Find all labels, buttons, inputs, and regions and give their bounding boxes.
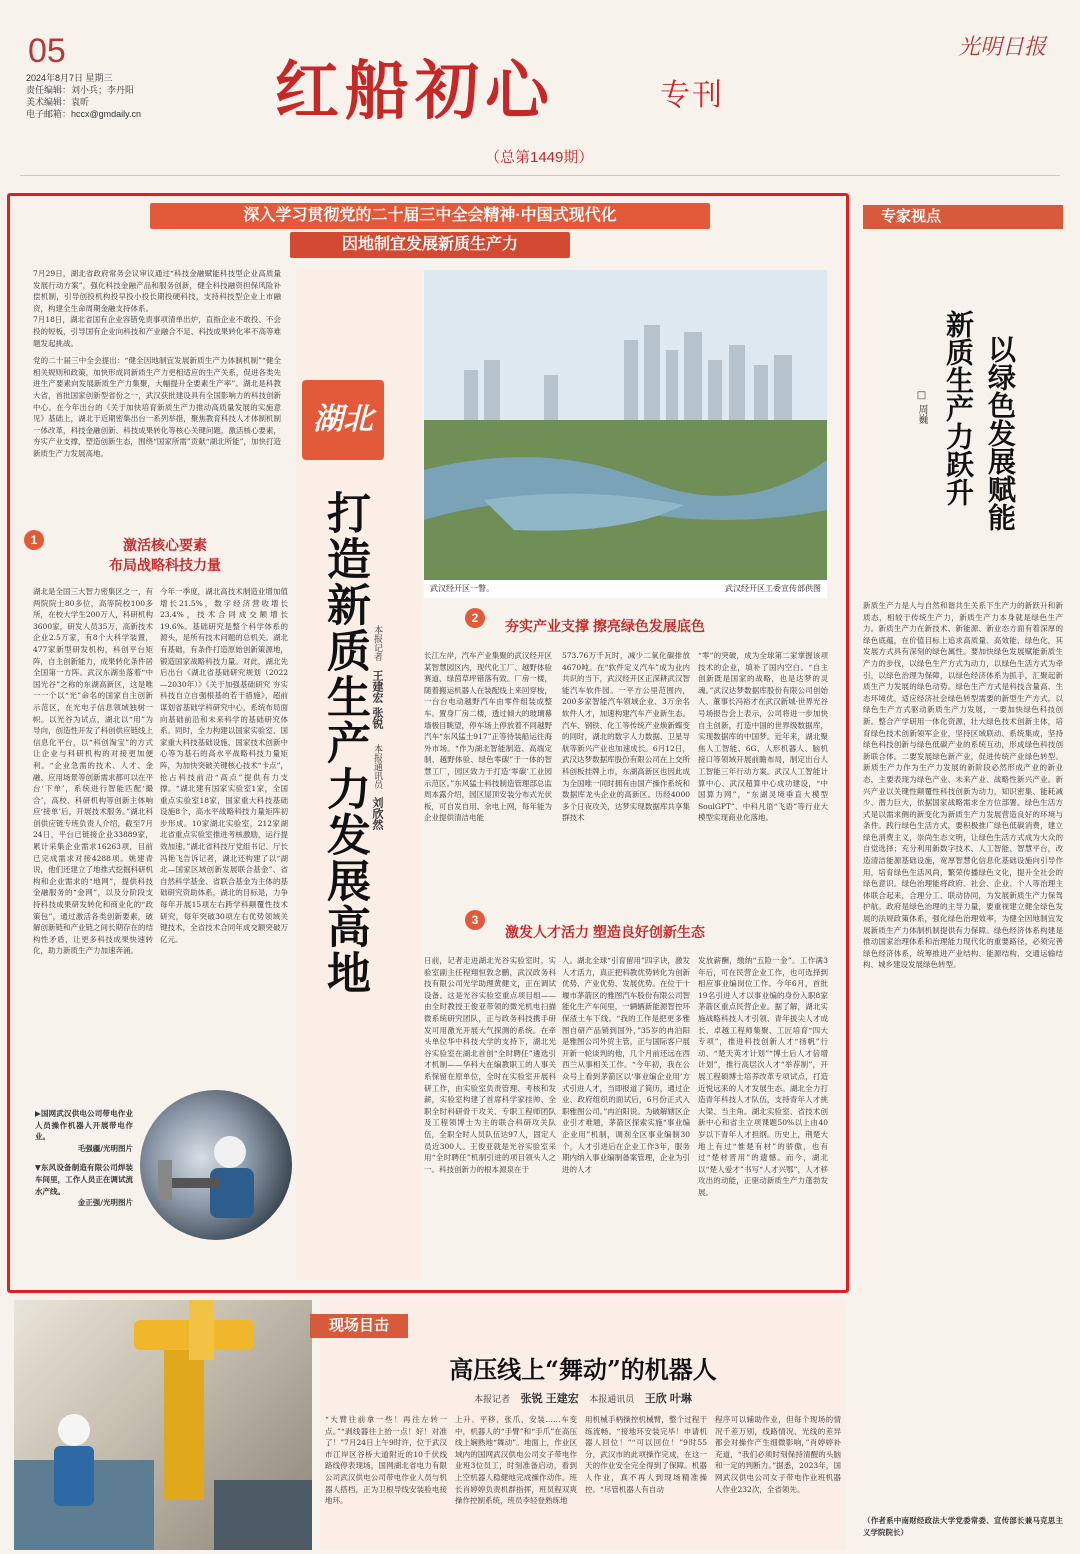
side-caption1: ▶国网武汉供电公司带电作业人员操作机器人开展带电作业。 bbox=[35, 1109, 133, 1142]
section3-number: 3 bbox=[465, 910, 485, 930]
expert-body: 新质生产力是人与自然和谐共生关系下生产力的新跃升和新质态，相较于传统生产力，新质生产力本身就是绿色生产力。新质生产力在新技术、新能源、新业态方面有着深厚的绿色底蕴，在价值目标上追求高质量、高效能、绿色化，其发展方式具有深刻的绿色属性。要加快绿色发展赋能新质生产力的步伐，以绿色生产方式为动力，以绿色生活方式为牵引，以绿色治理为保障，以绿色经济体系为抓手，汇聚起新质生产力发展的绿色动势。绿色生产方式是科技含量高、生态环境优，适应经济社会绿色转型需要的新型生产方式。以绿色生产方式驱动新质生产力发展，一要加快绿色科技创新。整合产学研用一体化资源，壮大绿色技术创新主体，培育绿色技术创新领军企业，坚持区域联动、系统集成，坚持绿色科技创新与绿色低碳产业的系统互动，形成绿色科技创新联合体。二要发展绿色新产业，促进传统产业绿色转型。新质生产力作为生产力发展的新阶段必然形成产业的新业态，主要表现为绿色产业、未来产业、战略性新兴产业。新兴产业以关键性颠覆性科技创新为动力，知识密集、能耗减少、潜力巨大，依据国家战略需求全方位部署。绿色生活方式是以需求侧的新变化为新质生产力发展营造良好的环境与条件。践行绿色生活方式，要积极推广绿色低碳消费，建立绿色消费主义，崇尚生态文明，让绿色生活方式成为大众的自觉选择；充分利用新数字技术、人工智能、智慧平台，改造清洁能源基础设施，宽厚智慧化信息化基础设施向引导作用，培育绿色生活风尚，繁荣传播绿色文化，提升全社会的绿色意识。绿色治理能将政府、社会、企业、个人等治理主体联合起来，合理分工、联动协同，为发展新质生产力保驾护航。政府是绿色治理的主导力量，要重视建立健全绿色发展的法规政策体系，强化绿色治理效率，为健全因地制宜发展新质生产力体制机制提供有力保障。绿色经济体系构建是推动国家治理体系和治理能力现代化的重要路径，必须完善绿色经济体系，统筹推进产业结构、能源结构、交通运输结构、城乡建设发展绿色转型。 bbox=[863, 601, 1063, 970]
section1-title2: 布局战略科技力量 bbox=[109, 557, 221, 573]
byline-names2: 刘欣然 bbox=[371, 797, 384, 831]
scene-role2: 本报通讯员 bbox=[589, 1394, 635, 1404]
scene-names1: 张锐 王建宏 bbox=[520, 1393, 579, 1405]
photo-caption-bar bbox=[424, 580, 827, 598]
region-tag: 湖北 bbox=[302, 380, 384, 460]
masthead-meta bbox=[26, 72, 166, 120]
section3-col3: 发放薪酬，缴纳“五险一金”。工作满3年后，可在民营企业工作，也可选择到相应事业编岗位工作。今年6月，首批19名引进人才以事业编的身份入职8家茅箭区重点民营企业。据了解，湖北实施战略科技人才引领、青年拔尖人才成长、卓越工程师集聚、工匠培育“四大专项”，推进科技创新人才“扬帆”行动、“楚天英才计划”“博士后人才倍增计划”，推行高层次人才“举荐制”，开展工程硕博士培养改革专项试点，打造近悦远来的人才发展生态。湖北全力打造青年科技人才队伍，支持青年人才挑大梁、当主角。湖北实验室、省技术创新中心和省主立项课题50%以上由40岁以下青年人才担纲。历史上，荆楚大地上有过“惟楚有材”的骄傲，也有过“楚材晋用”的遗憾。而今，湖北以“楚人爱才”书写“人才兴鄂”，人才移攻出的动能，正驱动新质生产力蓬勃发展。 bbox=[698, 956, 828, 1197]
scene-col3: 用机械手柄操控机械臂，整个过程干练流畅。“接地环安装完毕！申请机器人回位！”“可以回位！”9时55分，武汉市的此项操作完成，在这一天的作业安全完全得到了保障。机器人作业，真不再人到现场精准操控。“尽管机器人有自动 bbox=[585, 1415, 707, 1494]
worker-illustration bbox=[140, 1090, 292, 1240]
robot-illustration bbox=[14, 1300, 312, 1550]
section2-col2: 573.76万千瓦时，减少二氧化碳排放4670吨。在“软件定义汽车”成为业内共识的当下，武汉经开区正深耕武汉智能汽车软件园。一平方公里范围内，200多家智能汽车领域企业、3万余名软件人才，加速构建汽车产业新生态。汽车、钢铁、化工等传统产业焕新蝶变的同时，湖北的数字人力数据、卫星导航等新兴产业也加速成长。6月12日，武汉达梦数据库股份有限公司在上交所科创板挂牌上市，东湖高新区也因此成为全国唯一同时拥有由国产操作系统和数据库龙头企业的高新区。历经4000多个日夜攻关，达梦实现数据库共享集群技术 bbox=[562, 651, 690, 823]
expert-title1: 以绿色发展赋能 bbox=[984, 335, 1017, 531]
headline: 打造新质生产力发展高地 bbox=[319, 490, 370, 996]
calligraphy-title: 红船初心 bbox=[275, 54, 555, 129]
byline-names1: 王建宏 张锐 bbox=[371, 669, 384, 729]
newspaper-logo: 光明日报 bbox=[958, 35, 1047, 60]
scene-role1: 本报记者 bbox=[474, 1394, 511, 1404]
section3-title: 激发人才活力 塑造良好创新生态 bbox=[505, 924, 705, 940]
side-credit1: 毛强疆/光明图片 bbox=[77, 1143, 133, 1153]
issue-date: 2024年8月7日 星期三 bbox=[26, 73, 113, 83]
expert-affiliation: （作者系中南财经政法大学党委常委、宣传部长兼马克思主义学院院长） bbox=[863, 1516, 1063, 1537]
section1-title1: 激活核心要素 bbox=[123, 537, 207, 553]
editors: 责任编辑：刘小兵；李丹阳 bbox=[26, 85, 135, 95]
intro-text bbox=[33, 268, 281, 500]
side-caption2: ▼东风设备制造有限公司焊装车间里，工作人员正在调试流水产线。 bbox=[35, 1163, 133, 1196]
city-illustration bbox=[424, 270, 827, 580]
section2-col1: 长江左岸，汽车产业集聚的武汉经开区某智慧园区内，现代化工厂、越野体验赛道、绿茵草坪错落有致。厂房一楼，随着搬运机器人在装配线上来回穿梭，一台台电动越野汽车由零件组装成整车。置身厂房二楼，透过倾大的玻璃幕墙极目眺望，停车场上停放着不同越野汽车“东风猛士917”正等待装船运往海外市场。“作为湖北智能制造、高端定制、越野体验、绿色零碳”于一体的智慧工厂，园区致力于打造‘零碳’工业园示范区。”东风猛士科技制造管理部总监周本露介绍，园区屋顶安装分布式光伏板，可自发自用、余电上网，每年能为企业提供清洁电能 bbox=[424, 651, 552, 823]
side-captions bbox=[35, 1108, 133, 1278]
issue-number: （总第1449期） bbox=[485, 149, 594, 166]
section2-col3: “零”的突破，成为全球第二家掌握该项技术的企业，填补了国内空白。“自主创新既是国家的战略，也是达梦的灵魂。”武汉达梦数据库股份有限公司创始人、董事长冯裕才在武汉新城·世界光谷号场报告会上表示，公司将进一步加快自主创新，打造中国的世界级数据库，实现数据库的中国梦。近年来，湖北聚焦人工智能、6G、人形机器人、脑机接口等领域开展前瞻布局，制定出台人工智能三年行动方案。武汉人工智能计算中心、武汉超算中心成功建设，“中国算力网”，“东湖灵境垂直大模型SoulGPT”、中科凡语“飞语”等行业大模型实现商业化落地。 bbox=[698, 651, 828, 823]
section3-col2: 人。湖北全球“引育留用”四字诀，激发人才活力，真正把科教优势转化为创新优势、产业优势、发展优势。在位于十堰市茅箭区的雅图汽车股份有限公司智能化生产车间里，一辆辆新能源智控环保渣土车下线。“我的工作是把更多雅图自研产品销到国外，”35岁的冉泊阳是雅图公司外贸主管，正与国际客户展开新一轮谈判的他，几个月前还远在西西兰从事相关工作。“今年初，我在公众号上看到茅箭区以‘事业编企业用’方式引进人才，当即报道了简历，通过企业、政府组织的面试后，6月份正式入职雅图公司。”冉泊阳说。为破解辖区企业引才难题，茅箭区探索实施“事业编企业用”机制，调剂全区事业编制30个，人才引进后在企业工作3年，服务期内纳入事业编制备案管理，企业为引进的人才 bbox=[562, 956, 690, 1174]
main-photo bbox=[424, 270, 827, 580]
author-mark: □ bbox=[916, 390, 927, 401]
column-subtitle: 专刊 bbox=[660, 79, 724, 112]
intro-p2: 7月18日，湖北省国有企业容错免责事项清单出炉，直指企业不敢投、不会投的短板，引导国有企业向科技和产业融合不足、科技成果转化率不高等难题发起挑战。 bbox=[33, 315, 281, 348]
photo-credit: 武汉经开区工委宣传部供图 bbox=[725, 584, 821, 593]
section1-col2: 今年一季度，湖北高技术制造业增加值增长21.5%，数字经济营收增长23.4%，技术合同成交额增长19.6%。基础研究是整个科学体系的源头，是所有技术问题的总机关。湖北有基础，有条件打造原始创新策源地，锻造国家战略科技力量。对此，湖北先后出台《湖北省基础研究规划（2022—2030年）》《关于加强基础研究 夯实科技自立自强根基的若干措施》，超前谋划省基础学科研究中心，系统布局面向基础前沿和未来科学的基础研究体系。同时，全力构建以国家实验室、国家重大科技基础设施、国家技术创新中心等为基石的高水平战略科技力量矩阵，为加快突破关键核心技术“卡点”，抢占科技前沿“高点”提供有力支撑。“湖北建有国家实验室1家，全国重点实验室18家，国家重大科技基础设施8个，高水平战略科技力量矩阵初步形成。10家湖北实验室，212家湖北省重点实验室推进考核激励，运行提效加速。”湖北省科技厅党组书记、厅长冯艳飞告诉记者，湖北还构建了以“湖北—国家区域创新发展联合基金”、省自然科学基金、省联合基金为主体的基础研究资助体系，湖北的目标是，力争每年开展15项左右跨学科颠覆性技术研究，每年突破30项左右优势领域关键技术，全省技术合同年成交额突破万亿元。 bbox=[160, 587, 288, 944]
expert-author: 周巍 bbox=[916, 404, 927, 425]
section1-col1: 湖北是全国三大智力密集区之一，有两院院士80多位，高等院校100多所，在校大学生200万人，科研机构3600家，研发人员35万，高新技术企业2.5万家，有8个大科学装置，477家新型研发机构，科创平台矩阵，自主创新能力，成果转化条件居全国第一方阵。武汉东湖坐落着“中国光谷”之称的东湖高新区，这是唯一一个以“光”命名的国家自主创新示范区，在光电子信息领域独树一帜。以光谷为试点，湖北以“用”为导向，创造性开发了科创供应链线上信息化平台，以“科创淘宝”的方式让企业与科研机构的对接更加便利。“企业急需的技术、人才、金融、应用场景等创新需求都可以在平台‘下单’，系统进行智能匹配‘撮合’，高校、科研机构等创新主体响应‘接单’后，开展技术服务。”湖北科创供应链专班负责人介绍，截至7月24日，平台已链接企业33889家，累计采集企业需求16263项，目前已完成需求对接4288项。姚建青说，他们还建立了地推式挖掘科研机构和企业需求的“地网”，提供科技金融服务的“金网”，以及分阶段支持科技成果研发转化和商业化的“政策包”，通过激活各类创新要素，破解创新链和产业链之间长期存在的结构性矛盾，让更多科技成果快速转化，助力新质生产力加速奔涌。 bbox=[33, 587, 153, 956]
scene-col2: 上升、平移、张爪、安装……车变中，机器人的“手臂”和“手爪”在高压线上娴熟地“舞动”。地面上，作业区域内的国网武汉供电公司女子带电作业班3位员工，时刻准备启动，看到上空机器人稳健地完成操作动作。班长肖婷婷负责机群指挥，班员程双爽操作控制系统，班员李轻登熟练地 bbox=[455, 1415, 577, 1506]
art-editor: 美术编辑：袁昕 bbox=[26, 97, 90, 107]
expert-title2: 新质生产力跃升 bbox=[942, 310, 975, 506]
section2-title: 夯实产业支撑 擦亮绿色发展底色 bbox=[505, 618, 705, 634]
photo-caption: 武汉经开区一瞥。 bbox=[430, 584, 494, 593]
banner-line1: 深入学习贯彻党的二十届三中全会精神·中国式现代化 bbox=[150, 203, 710, 229]
section1-heading bbox=[70, 535, 260, 575]
email: 电子邮箱：hccx@gmdaily.cn bbox=[26, 109, 141, 119]
scene-tag: 现场目击 bbox=[310, 1314, 408, 1338]
byline-role2: 本报通讯员 bbox=[372, 743, 382, 789]
scene-names2: 王欣 叶琳 bbox=[644, 1393, 692, 1405]
intro-p1: 7月29日，湖北省政府常务会议审议通过“科技金融赋能科技型企业高质量发展行动方案”，强化科技金融产品和服务创新，健全科技融资担保风险补偿机制，引导创投机构投早投小投长期投硬科技，支持科技型企业上市融资，构建全生命周期金融支持体系。 bbox=[33, 269, 281, 313]
expert-tag: 专家视点 bbox=[863, 205, 1063, 229]
page-number: 05 bbox=[28, 32, 66, 70]
masthead-divider bbox=[20, 175, 1060, 176]
section1-number: 1 bbox=[24, 530, 44, 550]
expert-byline bbox=[914, 390, 929, 450]
scene-title: 高压线上“舞动”的机器人 bbox=[449, 1355, 717, 1384]
byline bbox=[370, 625, 384, 885]
side-photo bbox=[140, 1090, 292, 1240]
section3-col1: 日前，记者走进湖北光谷实验室时，实验室副主任程翔恒敦念鹏，武汉政务科技有限公司光学助理黄健文，正在调试设备。这是光谷实验室重点项目组——由全时教授王俊亚带领的微光机电扫描微系统研究团队，正与政务科技携手研发可用激光开展大气探测的系统。在牵头单位华中科技大学的支持下，湖北光谷实验室在湖北首创“全时聘任”遴选引才机制——华科大在编教职工的人事关系保留在原单位，全时在实验室开展科研工作，由实验室负责管理、考核和发薪，实验室构建了首席科学家挂帅、全职全时科研骨干攻关、专职工程师团队及工程领博士为主的联合科研攻关队伍，全职全时人员队伍达97人，固定人员近300人。王俊亚就是光谷实验室采用“全时聘任”机制引进的项目领头人之一。科技创新力的根本源泉在于 bbox=[424, 956, 556, 1174]
section2-number: 2 bbox=[465, 608, 485, 628]
scene-col1: “大臂往前拿一些！再往左转一点。”“剥线器往上抬一点！好！对准了！”7月24日上午9时许，位于武汉市江岸区谷桥大道附近的10千伏线路线停表现场，国网湖北省电力有限公司武汉供电公司带电作业人员与机器人搭档，正为卫根导线安装验电接地环。 bbox=[325, 1415, 447, 1506]
banner-line2: 因地制宜发展新质生产力 bbox=[290, 232, 570, 258]
intro-p3: 党的二十届三中全会提出：“健全因地制宜发展新质生产力体制机制”“健全相关规则和政策，加快形成同新质生产力更相适应的生产关系，促进各类先进生产要素向发展新质生产力集聚，大幅提升全要素生产率”。湖北是科教大省，首批国家创新型省份之一，武汉获批建设具有全国影响力的科技创新中心。在今年出台的《关于加快培育新质生产力推动高质量发展的实施意见》基础上，湖北于近期密集出台一系列举措，聚焦教育科技人才体制机制一体改革，科技金融创新、科技成果转化等核心关键问题，激活核心要素，夯实产业支撑，塑造创新生态，围绕“国家所需”贡献“湖北所能”，加快打造新质生产力发展高地。 bbox=[33, 356, 281, 458]
byline-role1: 本报记者 bbox=[372, 625, 382, 661]
side-credit2: 金正强/光明图片 bbox=[77, 1198, 133, 1208]
scene-byline bbox=[320, 1390, 846, 1406]
robot-photo bbox=[14, 1300, 312, 1550]
scene-col4: 程序可以辅助作业，但每个现场的情况千差万别，线路情况、光线的差异都会对操作产生细微影响，”肖婷婷补充道，“我们必须时刻保持清醒的头脑和一定的判断力。”据悉，2023年，国网武汉供电公司女子带电作业班机器人作业232次，全省领先。 bbox=[715, 1415, 841, 1494]
